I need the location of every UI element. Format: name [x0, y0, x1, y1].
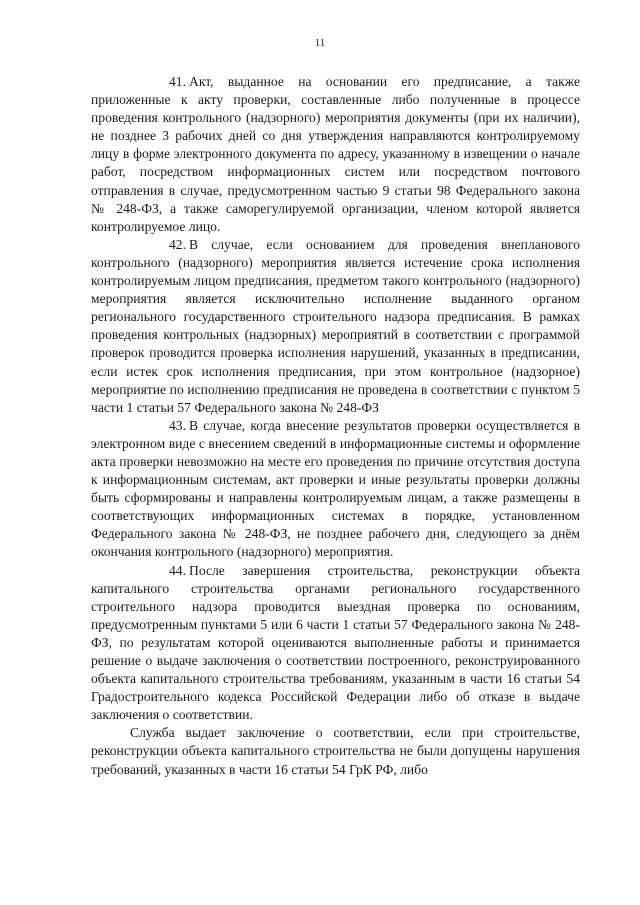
- paragraph-41: [91, 73, 580, 236]
- paragraph-number: 41.: [169, 74, 186, 89]
- paragraph-continuation: [91, 724, 580, 778]
- paragraph-number: 42.: [169, 236, 186, 252]
- paragraph-text: В случае, если основанием для проведения внепланового контрольного (надзорного) мероприятия является истечение срока исполнения контролируемым лицом предписания, предметом такого контрольного (надзорного) мероприятия является исключительно исполнение выданного органом регионального государственного строительного надзора предписания. В рамках проведения контрольных (надзорных) мероприятий в соответствии с программой проверок проводится проверка исполнения нарушений, указанных в предписании, если истек срок исполнения предписания, при этом контрольное (надзорное) мероприятие по исполнению предписания не проведена в соответствии с пунктом 5 части 1 статьи 57 Федерального закона № 248-ФЗ: [91, 236, 580, 415]
- paragraph-text: Служба выдает заключение о соответствии, если при строительстве, реконструкции объекта капитального строительства не были допущены нарушения требований, указанных в части 16 статьи 54 ГрК РФ, либо: [91, 725, 580, 777]
- paragraph-43: [91, 417, 580, 562]
- paragraph-text: В случае, когда внесение результатов проверки осуществляется в электронном виде с внесением сведений в информационные системы и оформление акта проверки невозможно на месте его проведения по причине отсутствия доступа к информационным системам, акт проверки и иные результаты проверки должны быть сформированы и направлены контролируемым лицам, а также размещены в соответствующих информационных системах в порядке, установленном Федерального закона № 248-ФЗ, не позднее рабочего дня, следующего за днём окончания контрольного (надзорного) мероприятия.: [91, 417, 580, 560]
- paragraph-number: 43.: [169, 417, 186, 433]
- paragraph-42: [91, 236, 580, 417]
- page-number: 11: [314, 37, 326, 49]
- paragraph-number: 44.: [169, 562, 186, 578]
- paragraph-text: Акт, выданное на основании его предписание, а также приложенные к акту проверки, составленные либо полученные в процессе проведения контрольного (надзорного) мероприятия документы (при их наличии), не позднее 3 рабочих дней со дня утверждения направляются контролируемому лицу в форме электронного документа по адресу, указанному в извещении о начале работ, посредством информационных систем или посредством почтового отправления в случае, предусмотренном частью 9 статьи 98 Федерального закона № 248-ФЗ, а также саморегулируемой организации, членом которой является контролируемое лицо.: [91, 74, 580, 234]
- paragraph-44: [91, 562, 580, 725]
- paragraph-text: После завершения строительства, реконструкции объекта капитального строительства органами регионального государственного строительного надзора проводится выездная проверка по основаниям, предусмотренным пунктами 5 или 6 части 1 статьи 57 Федерального закона № 248-ФЗ, по результатам которой оцениваются выполненные работы и принимается решение о выдаче заключения о соответствии построенного, реконструированного объекта капитального строительства требованиям, указанным в части 16 статьи 54 Градостроительного кодекса Российской Федерации либо об отказе в выдаче заключения о соответствии.: [91, 562, 580, 723]
- document-body: [91, 73, 580, 779]
